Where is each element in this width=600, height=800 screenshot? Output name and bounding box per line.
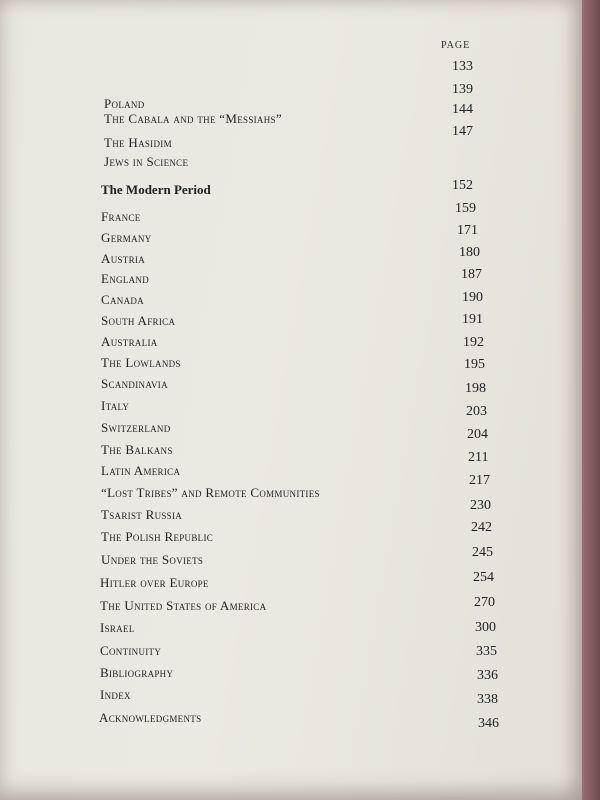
page-number: 192: [463, 335, 484, 350]
page-number: 195: [464, 357, 485, 372]
page-number: 139: [452, 82, 473, 97]
page-number: 217: [469, 473, 490, 488]
page-number: 336: [477, 668, 498, 683]
toc-entry-title: “Lost Tribes” and Remote Communities: [101, 485, 320, 500]
page-number: 204: [467, 427, 488, 442]
toc-entry-title: Bibliography: [100, 665, 174, 680]
page-number: 171: [457, 223, 478, 238]
page-number: 191: [462, 312, 483, 327]
page-column-heading: PAGE: [441, 40, 471, 51]
toc-entry-title: Continuity: [100, 643, 162, 658]
page-number: 198: [465, 381, 486, 396]
page-number: 144: [452, 102, 473, 117]
toc-entry-title: The Balkans: [101, 442, 173, 457]
toc-entry-title: Australia: [101, 334, 158, 349]
toc-entry-title: Canada: [101, 292, 144, 307]
toc-entry-title: Italy: [101, 398, 130, 413]
page-edge: [582, 0, 600, 800]
toc-entry-title: England: [101, 271, 150, 286]
toc-entry-title: Austria: [101, 251, 145, 266]
toc-entry-title: Acknowledgments: [99, 710, 202, 725]
toc-entry-title: Scandinavia: [101, 376, 168, 391]
toc-entry-title: The Cabala and the “Messiahs”: [104, 111, 282, 126]
toc-entry-title: Index: [100, 687, 131, 702]
toc-entry-title: Hitler over Europe: [100, 575, 209, 590]
page-number: 270: [474, 595, 495, 610]
toc-entry-title: Israel: [100, 620, 135, 635]
toc-entry-title: The United States of America: [100, 598, 267, 613]
page-number: 338: [477, 692, 498, 707]
page-number: 187: [461, 267, 482, 282]
toc-entry-title: The Polish Republic: [101, 529, 214, 544]
page-number: 133: [452, 59, 473, 74]
toc-entry-title: Jews in Science: [104, 154, 189, 169]
page-number: 152: [452, 178, 473, 193]
toc-entry-title: The Hasidim: [104, 135, 172, 150]
toc-entry-title: Poland: [104, 96, 145, 111]
toc-entry-title: Latin America: [101, 463, 181, 478]
page-number: 335: [476, 644, 497, 659]
page-number: 147: [452, 124, 473, 139]
toc-entry-title: Germany: [101, 230, 152, 245]
page-number: 190: [462, 290, 483, 305]
page-number: 254: [473, 570, 494, 585]
toc-entry-title: France: [101, 209, 141, 224]
page-number: 242: [471, 520, 492, 535]
toc-entry-title: Tsarist Russia: [101, 507, 183, 522]
page-number: 346: [478, 716, 499, 731]
toc-entry-title: The Lowlands: [101, 355, 181, 370]
page-number: 159: [455, 201, 476, 216]
page-number: 245: [472, 545, 493, 560]
toc-entry-title: South Africa: [101, 313, 176, 328]
page-number: 230: [470, 498, 491, 513]
toc-entry-title: Switzerland: [101, 420, 171, 435]
page-number: 211: [468, 450, 489, 465]
page-number: 180: [459, 245, 480, 260]
page-number: 300: [475, 620, 496, 635]
toc-entry-title: Under the Soviets: [101, 552, 204, 567]
page-number: 203: [466, 404, 487, 419]
section-heading: The Modern Period: [101, 182, 211, 197]
